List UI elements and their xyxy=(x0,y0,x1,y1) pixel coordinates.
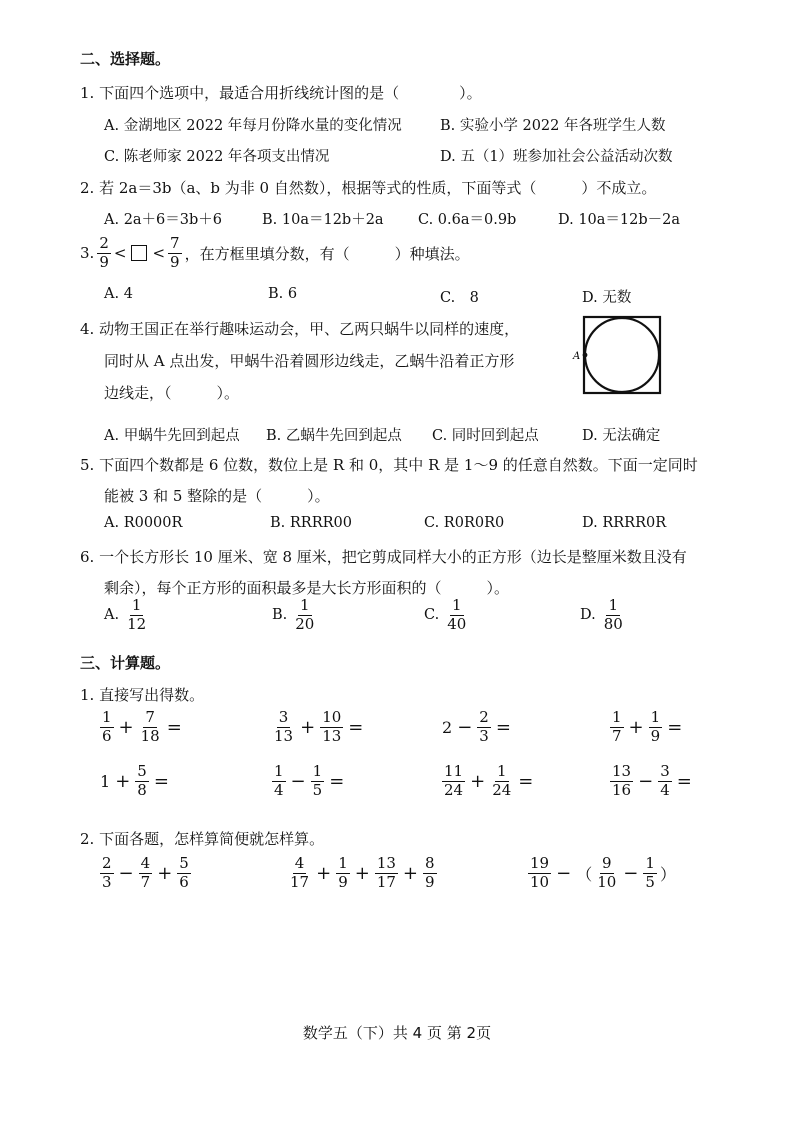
calc1-expression-8: $\frac{13}{16}$ − $\frac{3}{4}$ = xyxy=(612,762,692,799)
q1-stem: 1. 下面四个选项中，最适合用折线统计图的是（ ）。 xyxy=(80,84,482,102)
q4-line-3: 边线走，（ ）。 xyxy=(104,384,240,402)
calc2-title: 2. 下面各题，怎样算简便就怎样算。 xyxy=(80,830,325,848)
calc2-problem-2: $\frac{4}{17}$ + $\frac{1}{9}$ + $\frac{13}{17}$ + $\frac{8}{9}$ xyxy=(290,854,435,891)
calc1-expression-2: $\frac{3}{13}$ + $\frac{10}{13}$ = xyxy=(274,708,364,745)
q3-answer-box xyxy=(131,245,147,261)
q6-option-b-fraction: $\frac{1}{20}$ xyxy=(295,596,315,633)
section-choice-title: 二、选择题。 xyxy=(80,50,171,68)
q4-line-2: 同时从 A 点出发，甲蜗牛沿着圆形边线走，乙蜗牛沿着正方形 xyxy=(104,352,515,370)
q5-option-c: C. R0R0R0 xyxy=(424,515,505,531)
q1-option-b: B. 实验小学 2022 年各班学生人数 xyxy=(440,118,666,134)
q3-number: 3. xyxy=(80,244,95,263)
q3-option-a: A. 4 xyxy=(104,286,133,302)
q3-tail: ，在方框里填分数，有（ ）种填法。 xyxy=(184,244,470,263)
calc1-expression-7: $\frac{11}{24}$ + $\frac{1}{24}$ = xyxy=(444,762,534,799)
q5-line-2: 能被 3 和 5 整除的是（ ）。 xyxy=(104,487,330,505)
calc2-problem-3: $\frac{19}{10}$ − （ $\frac{9}{10}$ − $\frac{1}{5}$ ） xyxy=(530,854,676,891)
q6-option-b: B. $\frac{1}{20}$ xyxy=(272,596,315,633)
calc1-title: 1. 直接写出得数。 xyxy=(80,686,205,704)
q4-option-a: A. 甲蜗牛先回到起点 xyxy=(104,428,240,444)
q4-point-a-label: A xyxy=(573,351,581,362)
q2-stem: 2. 若 2a＝3b（a、b 为非 0 自然数），根据等式的性质，下面等式（ ）不成立。 xyxy=(80,179,657,197)
calc2-problem-1: $\frac{2}{3}$ − $\frac{4}{7}$ + $\frac{5}{6}$ xyxy=(102,854,189,891)
q3-less-than-1: < xyxy=(113,244,127,263)
q4-line-1: 4. 动物王国正在举行趣味运动会，甲、乙两只蜗牛以同样的速度， xyxy=(80,320,520,338)
q1-option-d: D. 五（1）班参加社会公益活动次数 xyxy=(440,149,673,165)
q4-option-b: B. 乙蜗牛先回到起点 xyxy=(266,428,402,444)
q3-fraction-left: $\frac{2}{9}$ xyxy=(99,234,109,271)
calc1-expression-3: 2 − $\frac{2}{3}$ = xyxy=(442,708,511,745)
section-calc-title: 三、计算题。 xyxy=(80,654,171,672)
q6-line-2: 剩余），每个正方形的面积最多是大长方形面积的（ ）。 xyxy=(104,579,510,597)
q4-circle-square-figure xyxy=(572,312,664,400)
q5-option-a: A. R0000R xyxy=(104,515,183,531)
q3-option-b: B. 6 xyxy=(268,286,298,302)
q4-option-d: D. 无法确定 xyxy=(582,428,661,444)
q3-option-c: C. 8 xyxy=(440,290,479,306)
calc1-expression-5: 1 + $\frac{5}{8}$ = xyxy=(100,762,169,799)
q2-option-a: A. 2a＋6＝3b＋6 xyxy=(104,212,223,228)
q6-option-c: C. $\frac{1}{40}$ xyxy=(424,596,467,633)
calc1-expression-1: $\frac{1}{6}$ + $\frac{7}{18}$ = xyxy=(102,708,182,745)
q5-option-d: D. RRRR0R xyxy=(582,515,667,531)
q6-option-a: A. $\frac{1}{12}$ xyxy=(104,596,147,633)
q5-option-b: B. RRRR00 xyxy=(270,515,352,531)
calc1-expression-6: $\frac{1}{4}$ − $\frac{1}{5}$ = xyxy=(274,762,345,799)
page-footer: 数学五（下）共 4 页 第 2页 xyxy=(302,1024,492,1042)
q3-fraction-right: $\frac{7}{9}$ xyxy=(170,234,180,271)
q1-option-c: C. 陈老师家 2022 年各项支出情况 xyxy=(104,149,330,165)
q2-option-d: D. 10a＝12b－2a xyxy=(558,212,681,228)
q4-point-a xyxy=(583,353,588,358)
q6-option-d: D. $\frac{1}{80}$ xyxy=(580,596,623,633)
q1-option-a: A. 金湖地区 2022 年每月份降水量的变化情况 xyxy=(104,118,402,134)
q6-option-a-fraction: $\frac{1}{12}$ xyxy=(127,596,147,633)
q4-option-c: C. 同时回到起点 xyxy=(432,428,539,444)
q2-option-c: C. 0.6a＝0.9b xyxy=(418,212,517,228)
q6-line-1: 6. 一个长方形长 10 厘米、宽 8 厘米，把它剪成同样大小的正方形（边长是整厘米数且没有 xyxy=(80,548,687,566)
q2-option-b: B. 10a＝12b＋2a xyxy=(262,212,384,228)
q4-circle xyxy=(585,318,659,392)
q6-option-c-fraction: $\frac{1}{40}$ xyxy=(447,596,467,633)
q3-less-than-2: < xyxy=(152,244,166,263)
q5-line-1: 5. 下面四个数都是 6 位数，数位上是 R 和 0，其中 R 是 1～9 的任意自然数。下面一定同时 xyxy=(80,456,698,474)
q3-stem xyxy=(80,236,470,271)
calc1-expression-4: $\frac{1}{7}$ + $\frac{1}{9}$ = xyxy=(612,708,683,745)
q3-option-d: D. 无数 xyxy=(582,290,632,306)
q6-option-d-fraction: $\frac{1}{80}$ xyxy=(603,596,623,633)
